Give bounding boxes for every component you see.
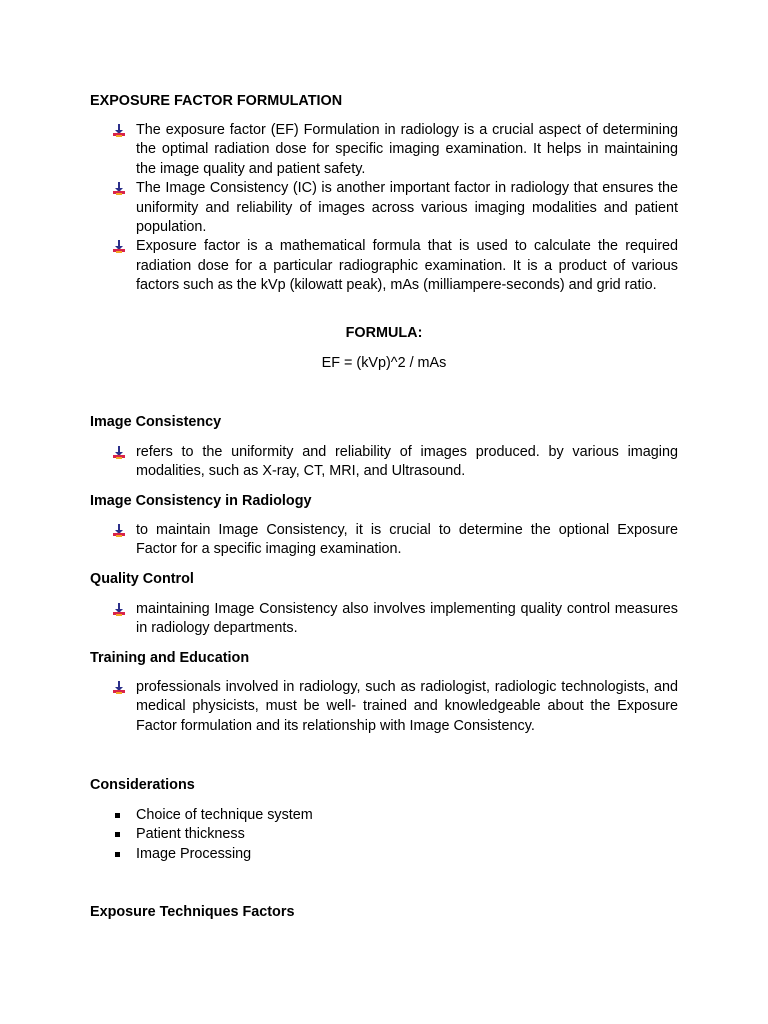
list-item: [112, 443, 678, 482]
arrow-bullet-icon: [112, 239, 126, 254]
arrow-bullet-icon: [112, 680, 126, 695]
formula-expression: EF = (kVp)^2 / mAs: [321, 355, 447, 371]
section-heading-training-and-education: Training and Education: [90, 650, 250, 666]
list-item: [112, 521, 678, 560]
page-title: EXPOSURE FACTOR FORMULATION: [90, 93, 343, 109]
list-item: [112, 600, 678, 639]
list-item: [112, 179, 678, 237]
bullet-text: refers to the uniformity and reliability of images produced. by various imaging modalities, such as X-ray, CT, MRI, and Ultrasound.: [136, 444, 678, 480]
arrow-bullet-icon: [112, 523, 126, 538]
list-item: [112, 237, 678, 295]
bullet-text: Exposure factor is a mathematical formula that is used to calculate the required radiation dose for a particular radiographic examination. It is a product of various factors such as the kVp (kilowatt peak), mAs (milliampere-seconds) and grid ratio.: [136, 238, 678, 294]
section-bullet-list: [112, 521, 678, 560]
list-item: [112, 825, 678, 844]
bullet-text: to maintain Image Consistency, it is crucial to determine the optional Exposure Factor for a specific imaging examination.: [136, 522, 678, 558]
arrow-bullet-icon: [112, 445, 126, 460]
list-item: [112, 845, 678, 864]
arrow-bullet-icon: [112, 602, 126, 617]
intro-bullet-list: [112, 121, 678, 296]
section-heading-considerations: Considerations: [90, 777, 195, 793]
arrow-bullet-icon: [112, 181, 126, 196]
list-item-text: Image Processing: [136, 845, 252, 862]
section-bullet-list: [112, 678, 678, 736]
formula-label: FORMULA:: [345, 325, 423, 341]
bullet-text: professionals involved in radiology, such as radiologist, radiologic technologists, and medical physicists, must be well- trained and knowledgeable about the Exposure Factor formulation and its relationship with Image Consistency.: [136, 679, 678, 734]
section-bullet-list: [112, 600, 678, 639]
list-item: [112, 121, 678, 179]
square-bullet-icon: [115, 832, 120, 837]
section-heading-image-consistency: Image Consistency: [90, 414, 222, 430]
square-bullet-icon: [115, 813, 120, 818]
considerations-list: [112, 806, 678, 864]
bullet-text: maintaining Image Consistency also involves implementing quality control measures in radiology departments.: [136, 601, 678, 637]
bullet-text: The exposure factor (EF) Formulation in radiology is a crucial aspect of determining the optimal radiation dose for specific imaging examination. It helps in maintaining the image quality and patient safety.: [136, 122, 678, 177]
square-bullet-icon: [115, 852, 120, 857]
list-item-text: Choice of technique system: [136, 807, 313, 823]
section-heading-quality-control: Quality Control: [90, 571, 194, 587]
bullet-text: The Image Consistency (IC) is another important factor in radiology that ensures the uniformity and reliability of images across various imaging modalities and patient population.: [136, 180, 678, 236]
section-heading-exposure-techniques-factors: Exposure Techniques Factors: [90, 904, 295, 920]
list-item: [112, 678, 678, 736]
section-bullet-list: [112, 443, 678, 482]
section-heading-image-consistency-in-radiology: Image Consistency in Radiology: [90, 493, 312, 509]
list-item-text: Patient thickness: [136, 826, 245, 843]
list-item: [112, 806, 678, 825]
arrow-bullet-icon: [112, 123, 126, 138]
